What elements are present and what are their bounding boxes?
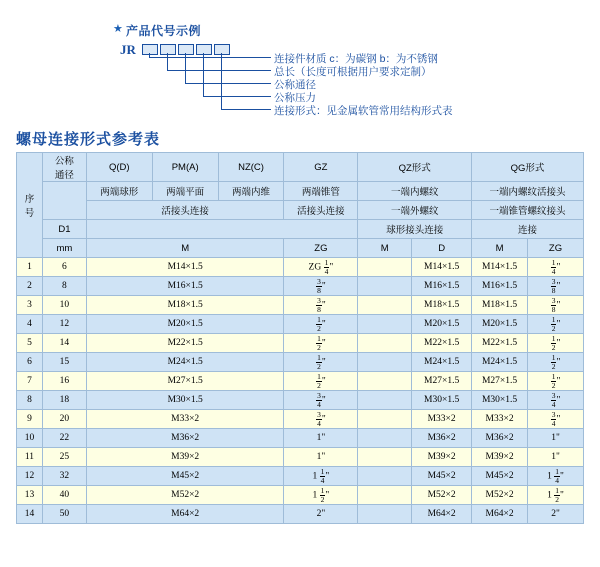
row-qg-zg: 1 $\frac{1}{4}$ " [528, 467, 584, 486]
header-qg-thread: 一端锥管螺纹接头 [472, 201, 584, 220]
table-row [17, 296, 584, 315]
header-left-join: 活接头连接 [86, 201, 284, 220]
row-qg-zg: $\frac{3}{8}$ " [528, 296, 584, 315]
leader-v-5 [221, 53, 222, 110]
row-gz: 1 $\frac{1}{2}$ " [284, 486, 358, 505]
row-q-m: M33×2 [86, 410, 284, 429]
row-serial: 9 [17, 410, 43, 429]
table-title: 螺母连接形式参考表 [16, 131, 161, 148]
row-dn: 18 [42, 391, 86, 410]
table-header-row-4 [17, 220, 584, 239]
row-qz-m [358, 334, 412, 353]
row-qz-d: M33×2 [412, 410, 472, 429]
row-qz-m [358, 410, 412, 429]
header-dn-blank [42, 182, 86, 220]
header-group-gz: GZ [284, 153, 358, 182]
row-dn: 50 [42, 505, 86, 524]
leader-h-5 [221, 109, 271, 110]
row-gz: $\frac{3}{4}$ " [284, 410, 358, 429]
row-qg-zg: $\frac{1}{2}$ " [528, 372, 584, 391]
table-row [17, 353, 584, 372]
header-unit-mm: mm [42, 239, 86, 258]
header-gz-join: 活接头连接 [284, 201, 358, 220]
row-gz: 1" [284, 448, 358, 467]
row-qg-zg: 1 $\frac{1}{2}$ " [528, 486, 584, 505]
table-header-row-1 [17, 153, 584, 182]
table-header-row-3 [17, 201, 584, 220]
row-qz-d: M52×2 [412, 486, 472, 505]
header-nz-desc: 两端内维 [218, 182, 284, 201]
row-qz-d: M36×2 [412, 429, 472, 448]
row-qg-zg: 1" [528, 448, 584, 467]
code-box-2 [160, 44, 176, 55]
row-qg-zg: 1" [528, 429, 584, 448]
row-qg-zg: 2" [528, 505, 584, 524]
row-q-m: M45×2 [86, 467, 284, 486]
table-row [17, 410, 584, 429]
leader-v-2 [167, 53, 168, 71]
row-qg-m: M27×1.5 [472, 372, 528, 391]
row-qz-d: M45×2 [412, 467, 472, 486]
row-q-m: M52×2 [86, 486, 284, 505]
row-qg-m: M45×2 [472, 467, 528, 486]
header-unit-qg-zg: ZG [528, 239, 584, 258]
row-qg-zg: $\frac{3}{4}$ " [528, 410, 584, 429]
row-serial: 3 [17, 296, 43, 315]
row-dn: 15 [42, 353, 86, 372]
row-qz-m [358, 277, 412, 296]
header-unit-qz-m: M [358, 239, 412, 258]
row-gz: $\frac{1}{2}$ " [284, 353, 358, 372]
row-qg-m: M16×1.5 [472, 277, 528, 296]
legend-nominal-dn: 公称通径 [274, 79, 316, 91]
row-serial: 8 [17, 391, 43, 410]
row-qz-d: M16×1.5 [412, 277, 472, 296]
row-qg-m: M39×2 [472, 448, 528, 467]
row-serial: 11 [17, 448, 43, 467]
row-serial: 1 [17, 258, 43, 277]
row-q-m: M18×1.5 [86, 296, 284, 315]
row-q-m: M14×1.5 [86, 258, 284, 277]
row-qz-m [358, 505, 412, 524]
row-q-m: M27×1.5 [86, 372, 284, 391]
row-qg-zg: $\frac{3}{8}$ " [528, 277, 584, 296]
row-qg-m: M22×1.5 [472, 334, 528, 353]
code-prefix: JR [120, 42, 136, 57]
table-row [17, 505, 584, 524]
row-qz-d: M14×1.5 [412, 258, 472, 277]
header-dn: 公称 通径 [42, 153, 86, 182]
row-gz: 1 $\frac{1}{4}$ " [284, 467, 358, 486]
header-pm-desc: 两端平面 [152, 182, 218, 201]
leader-h-2 [167, 70, 271, 71]
row-gz: $\frac{1}{2}$ " [284, 334, 358, 353]
table-row [17, 486, 584, 505]
row-qg-zg: $\frac{1}{2}$ " [528, 353, 584, 372]
header-qz-ball: 球形接头连接 [358, 220, 472, 239]
row-q-m: M20×1.5 [86, 315, 284, 334]
row-qz-m [358, 467, 412, 486]
table-row [17, 429, 584, 448]
row-qg-m: M52×2 [472, 486, 528, 505]
leader-h-4 [203, 96, 271, 97]
row-qz-d: M22×1.5 [412, 334, 472, 353]
row-qz-m [358, 315, 412, 334]
header-q-desc: 两端球形 [86, 182, 152, 201]
row-qg-m: M30×1.5 [472, 391, 528, 410]
table-row [17, 372, 584, 391]
header-unit-qg-m: M [472, 239, 528, 258]
row-gz: ZG $\frac{1}{4}$ " [284, 258, 358, 277]
row-q-m: M64×2 [86, 505, 284, 524]
row-qz-m [358, 486, 412, 505]
row-qz-m [358, 258, 412, 277]
row-qz-d: M30×1.5 [412, 391, 472, 410]
header-d1: D1 [42, 220, 86, 239]
row-dn: 12 [42, 315, 86, 334]
row-qg-m: M36×2 [472, 429, 528, 448]
row-gz: $\frac{1}{2}$ " [284, 315, 358, 334]
header-unit-qz-d: D [412, 239, 472, 258]
row-qz-m [358, 429, 412, 448]
table-row [17, 334, 584, 353]
row-serial: 12 [17, 467, 43, 486]
code-box-1 [142, 44, 158, 55]
header-qz-desc: 一端内螺纹 [358, 182, 472, 201]
code-box-5 [214, 44, 230, 55]
header-blank-mid [86, 220, 357, 239]
star-icon: ★ [113, 23, 123, 35]
legend-length: 总长（长度可根据用户要求定制） [274, 66, 432, 78]
product-code-diagram [0, 0, 600, 122]
row-qg-m: M33×2 [472, 410, 528, 429]
row-qz-d: M20×1.5 [412, 315, 472, 334]
row-serial: 14 [17, 505, 43, 524]
row-serial: 7 [17, 372, 43, 391]
row-qg-m: M20×1.5 [472, 315, 528, 334]
row-qz-m [358, 391, 412, 410]
row-qg-zg: $\frac{1}{4}$ " [528, 258, 584, 277]
header-group-qz: QZ形式 [358, 153, 472, 182]
row-qg-m: M24×1.5 [472, 353, 528, 372]
row-gz: $\frac{3}{8}$ " [284, 296, 358, 315]
row-q-m: M36×2 [86, 429, 284, 448]
leader-h-1 [149, 57, 271, 58]
header-unit-zg: ZG [284, 239, 358, 258]
legend-pressure: 公称压力 [274, 92, 316, 104]
row-q-m: M16×1.5 [86, 277, 284, 296]
row-qz-d: M18×1.5 [412, 296, 472, 315]
row-qz-m [358, 353, 412, 372]
row-qg-m: M18×1.5 [472, 296, 528, 315]
row-qz-d: M64×2 [412, 505, 472, 524]
row-gz: 1" [284, 429, 358, 448]
row-gz: 2" [284, 505, 358, 524]
row-serial: 4 [17, 315, 43, 334]
header-group-qg: QG形式 [472, 153, 584, 182]
row-qz-d: M39×2 [412, 448, 472, 467]
nut-connection-table [16, 152, 584, 524]
diagram-title: 产品代号示例 [126, 24, 202, 38]
header-gz-desc: 两端锥管 [284, 182, 358, 201]
row-dn: 22 [42, 429, 86, 448]
row-gz: $\frac{3}{4}$ " [284, 391, 358, 410]
row-q-m: M30×1.5 [86, 391, 284, 410]
row-serial: 13 [17, 486, 43, 505]
row-dn: 25 [42, 448, 86, 467]
header-group-q: Q(D) [86, 153, 152, 182]
header-serial: 序 号 [17, 153, 43, 258]
leader-h-3 [185, 83, 271, 84]
table-header-row-2 [17, 182, 584, 201]
row-serial: 5 [17, 334, 43, 353]
row-gz: $\frac{3}{8}$ " [284, 277, 358, 296]
row-qg-zg: $\frac{1}{2}$ " [528, 334, 584, 353]
row-dn: 10 [42, 296, 86, 315]
row-serial: 6 [17, 353, 43, 372]
code-box-4 [196, 44, 212, 55]
legend-material: 连接件材质 c：为碳钢 b：为不锈钢 [274, 53, 438, 65]
header-qg-conn: 连接 [472, 220, 584, 239]
row-qz-m [358, 372, 412, 391]
row-qg-zg: $\frac{3}{4}$ " [528, 391, 584, 410]
row-qz-d: M27×1.5 [412, 372, 472, 391]
table-row [17, 391, 584, 410]
header-unit-m: M [86, 239, 284, 258]
row-serial: 10 [17, 429, 43, 448]
table-row [17, 277, 584, 296]
row-q-m: M24×1.5 [86, 353, 284, 372]
table-row [17, 448, 584, 467]
header-qz-thread: 一端外螺纹 [358, 201, 472, 220]
header-qg-desc: 一端内螺纹活接头 [472, 182, 584, 201]
leader-v-4 [203, 53, 204, 97]
row-qz-m [358, 448, 412, 467]
row-qg-m: M14×1.5 [472, 258, 528, 277]
row-gz: $\frac{1}{2}$ " [284, 372, 358, 391]
row-serial: 2 [17, 277, 43, 296]
row-dn: 14 [42, 334, 86, 353]
header-group-nz: NZ(C) [218, 153, 284, 182]
code-box-3 [178, 44, 194, 55]
table-row [17, 467, 584, 486]
row-qz-m [358, 296, 412, 315]
row-qg-zg: $\frac{1}{2}$ " [528, 315, 584, 334]
row-dn: 40 [42, 486, 86, 505]
table-row [17, 315, 584, 334]
row-qg-m: M64×2 [472, 505, 528, 524]
row-qz-d: M24×1.5 [412, 353, 472, 372]
row-dn: 8 [42, 277, 86, 296]
table-header-row-5 [17, 239, 584, 258]
row-q-m: M39×2 [86, 448, 284, 467]
legend-connection: 连接形式：见金属软管常用结构形式表 [274, 105, 453, 117]
row-dn: 16 [42, 372, 86, 391]
header-group-pm: PM(A) [152, 153, 218, 182]
table-row [17, 258, 584, 277]
row-dn: 20 [42, 410, 86, 429]
row-dn: 32 [42, 467, 86, 486]
row-dn: 6 [42, 258, 86, 277]
row-q-m: M22×1.5 [86, 334, 284, 353]
